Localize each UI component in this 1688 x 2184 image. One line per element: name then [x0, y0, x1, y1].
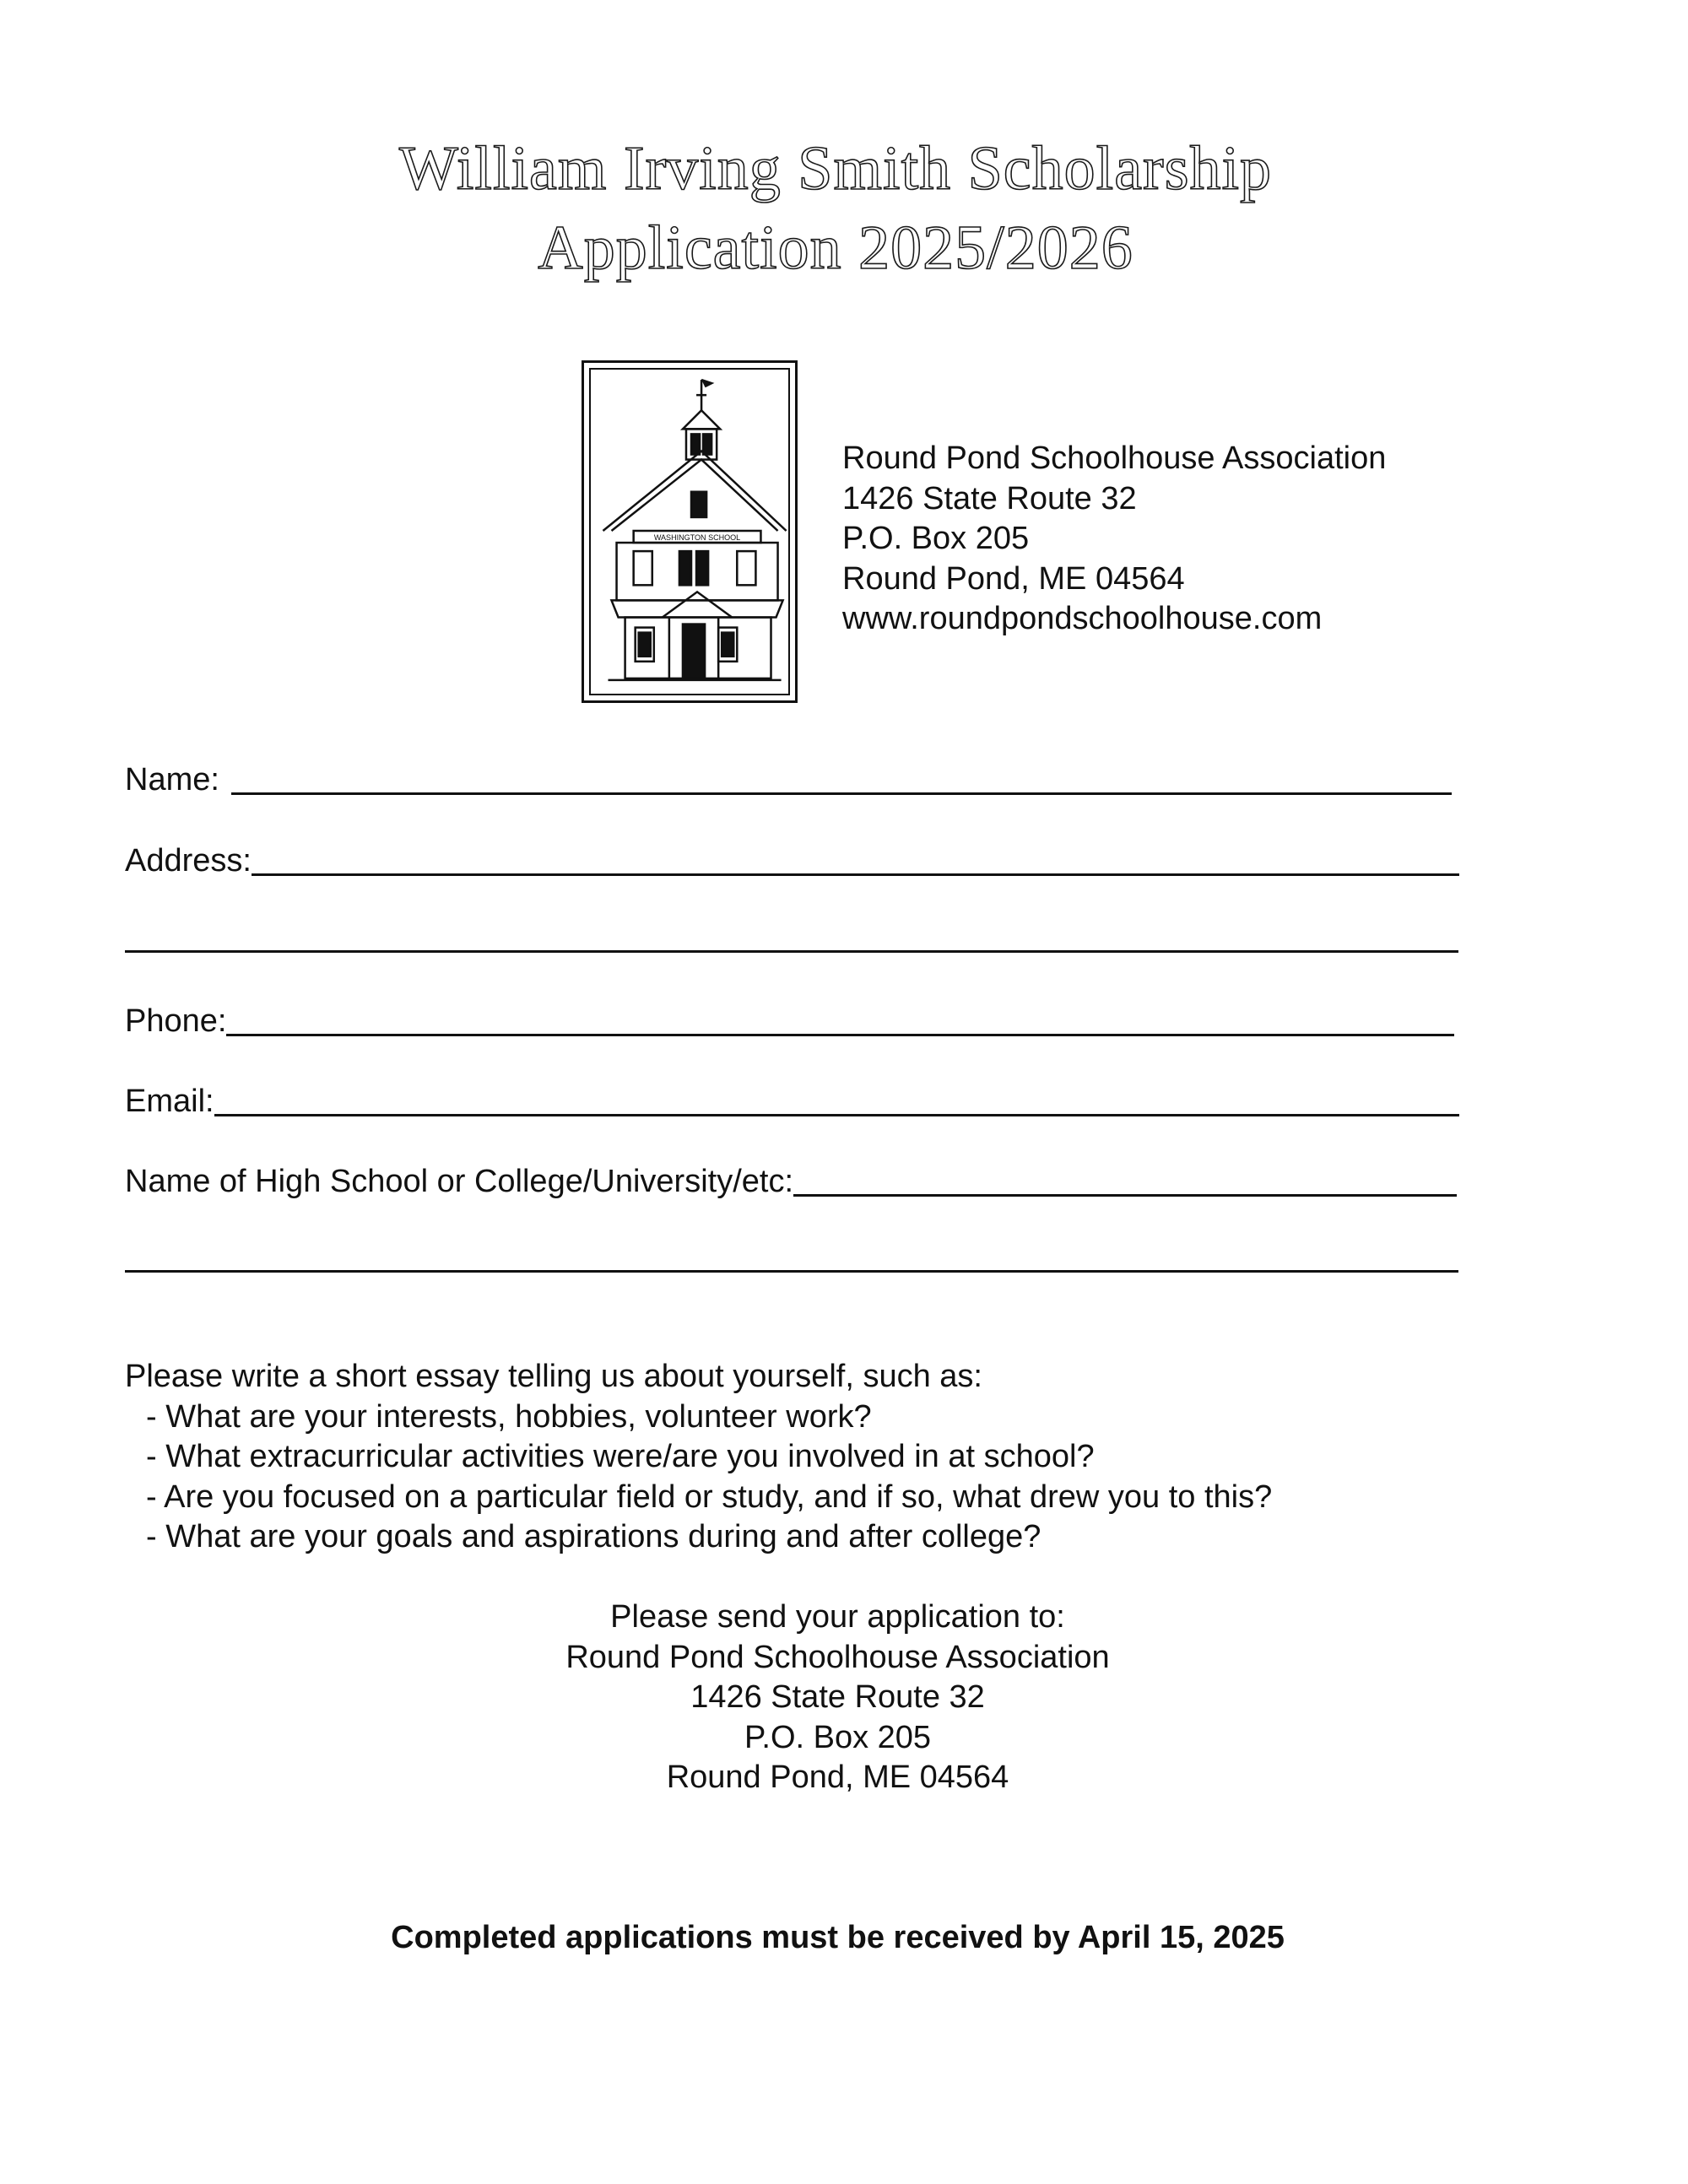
email-field[interactable]: [125, 1079, 1459, 1122]
school-field[interactable]: [125, 1160, 1457, 1202]
name-label: Name:: [125, 762, 219, 797]
address-line-2[interactable]: [125, 950, 1458, 953]
send-po-box: P.O. Box 205: [744, 1719, 932, 1755]
essay-question: - What are your interests, hobbies, volunteer work?: [146, 1398, 872, 1435]
phone-line[interactable]: [226, 1027, 1454, 1036]
org-city: Round Pond, ME 04564: [842, 560, 1185, 597]
org-website: www.roundpondschoolhouse.com: [842, 601, 1323, 636]
school-line[interactable]: [793, 1187, 1457, 1197]
org-po-box: P.O. Box 205: [842, 521, 1030, 556]
school-label: Name of High School or College/University/etc:: [125, 1164, 794, 1199]
essay-instructions: [125, 1357, 1272, 1558]
org-street: 1426 State Route 32: [842, 480, 1137, 516]
address-field[interactable]: [125, 839, 1459, 881]
send-intro: Please send your application to:: [610, 1599, 1065, 1635]
address-line[interactable]: [252, 867, 1459, 876]
send-street: 1426 State Route 32: [690, 1679, 985, 1715]
essay-intro: Please write a short essay telling us about yourself, such as:: [125, 1359, 982, 1394]
send-city: Round Pond, ME 04564: [666, 1760, 1009, 1795]
organization-address: [842, 439, 1386, 640]
mailing-address: [0, 1597, 1675, 1798]
address-label: Address:: [125, 843, 252, 878]
phone-label: Phone:: [125, 1003, 227, 1039]
essay-question: - Are you focused on a particular field or study, and if so, what drew you to this?: [146, 1479, 1273, 1515]
phone-field[interactable]: [125, 999, 1454, 1041]
name-field[interactable]: [125, 758, 1452, 800]
title-line-1: William Irving Smith Scholarship: [398, 134, 1273, 203]
schoolhouse-drawing-icon: [591, 370, 788, 694]
org-name: Round Pond Schoolhouse Association: [842, 441, 1387, 476]
essay-question: - What are your goals and aspirations during and after college?: [146, 1519, 1041, 1554]
title-line-2: Application 2025/2026: [538, 214, 1133, 283]
school-line-2[interactable]: [125, 1270, 1458, 1273]
email-line[interactable]: [214, 1107, 1459, 1116]
schoolhouse-logo: [582, 360, 798, 703]
deadline-notice: Completed applications must be received by April 15, 2025: [391, 1920, 1285, 1955]
logo-sign-text: WASHINGTON SCHOOL: [653, 533, 741, 543]
name-line[interactable]: [231, 786, 1452, 795]
essay-question: - What extracurricular activities were/are you involved in at school?: [146, 1439, 1095, 1474]
email-label: Email:: [125, 1084, 214, 1119]
send-name: Round Pond Schoolhouse Association: [565, 1639, 1110, 1675]
